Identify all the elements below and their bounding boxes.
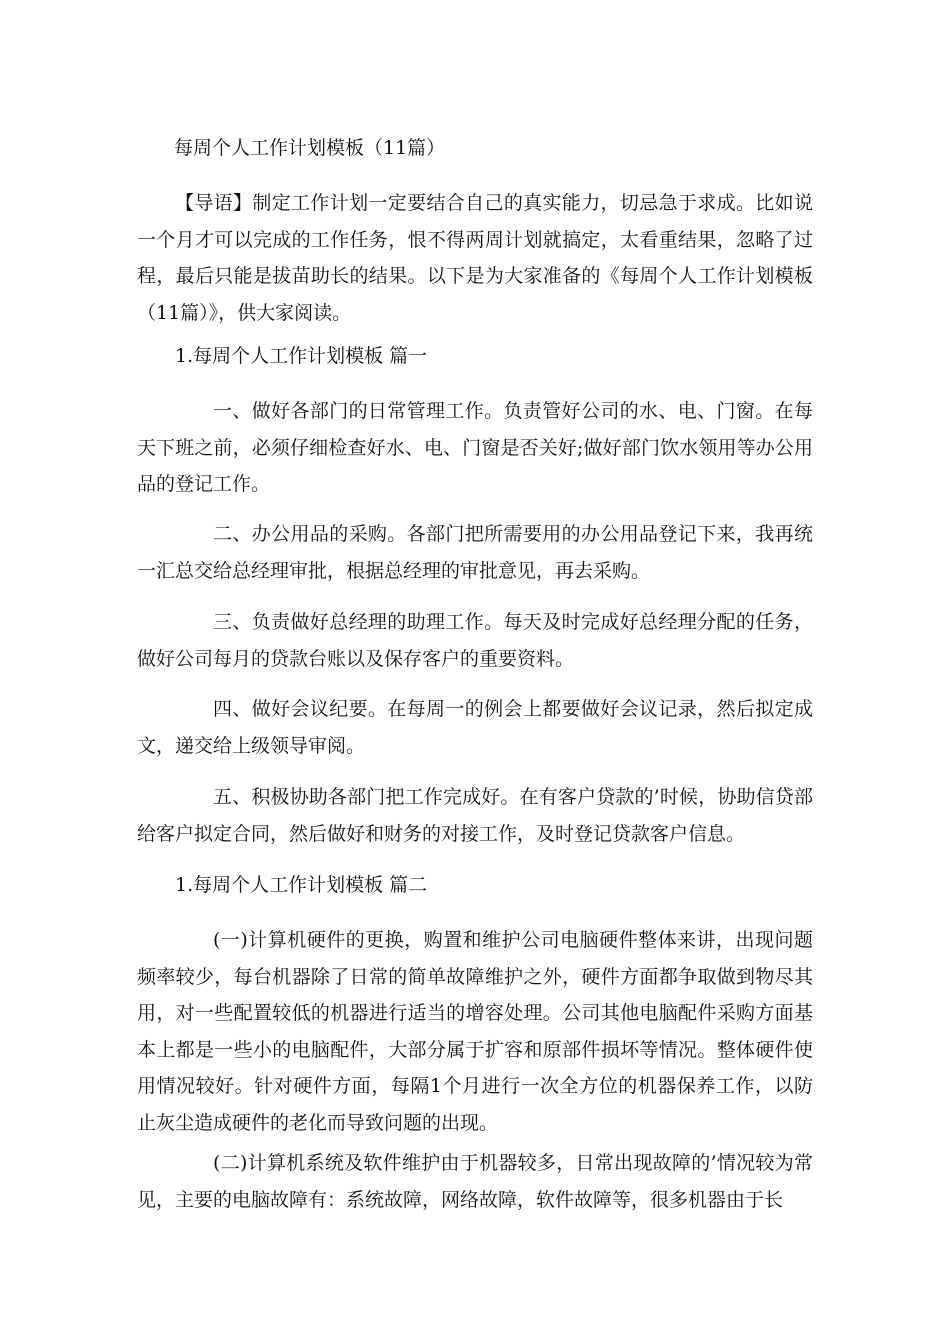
section2-paragraph-2: (二)计算机系统及软件维护由于机器较多，日常出现故障的’情况较为常见，主要的电脑故障有：系统故障，网络故障，软件故障等，很多机器由于长 bbox=[137, 1152, 813, 1211]
section1-paragraph-3: 三、负责做好总经理的助理工作。每天及时完成好总经理分配的任务，做好公司每月的贷款台账以及保存客户的重要资料。 bbox=[137, 611, 813, 670]
section-heading-2: 1.每周个人工作计划模板 篇二 bbox=[175, 874, 428, 896]
section1-paragraph-5: 五、积极协助各部门把工作完成好。在有客户贷款的’时候，协助信贷部给客户拟定合同，然后做好和财务的对接工作，及时登记贷款客户信息。 bbox=[137, 786, 813, 845]
section1-paragraph-1: 一、做好各部门的日常管理工作。负责管好公司的水、电、门窗。在每天下班之前，必须仔细检查好水、电、门窗是否关好;做好部门饮水领用等办公用品的登记工作。 bbox=[137, 400, 813, 495]
section-heading-1: 1.每周个人工作计划模板 篇一 bbox=[175, 345, 428, 367]
section1-paragraph-2: 二、办公用品的采购。各部门把所需要用的办公用品登记下来，我再统一汇总交给总经理审批，根据总经理的审批意见，再去采购。 bbox=[137, 523, 813, 582]
section1-paragraph-4: 四、做好会议纪要。在每周一的例会上都要做好会议记录，然后拟定成文，递交给上级领导审阅。 bbox=[137, 698, 813, 757]
intro-paragraph: 【导语】制定工作计划一定要结合自己的真实能力，切忌急于求成。比如说一个月才可以完成的工作任务，恨不得两周计划就搞定，太看重结果，忽略了过程，最后只能是拔苗助长的结果。以下是为大家准备的《每周个人工作计划模板（11篇）》，供大家阅读。 bbox=[137, 192, 813, 324]
document-title: 每周个人工作计划模板（11篇） bbox=[174, 137, 446, 159]
section2-paragraph-1: (一)计算机硬件的更换，购置和维护公司电脑硬件整体来讲，出现问题频率较少，每台机器除了日常的简单故障维护之外，硬件方面都争取做到物尽其用，对一些配置较低的机器进行适当的增容处理。公司其他电脑配件采购方面基本上都是一些小的电脑配件，大部分属于扩容和原部件损坏等情况。整体硬件使用情况较好。针对硬件方面，每隔1个月进行一次全方位的机器保养工作，以防止灰尘造成硬件的老化而导致问题的出现。 bbox=[137, 929, 813, 1134]
